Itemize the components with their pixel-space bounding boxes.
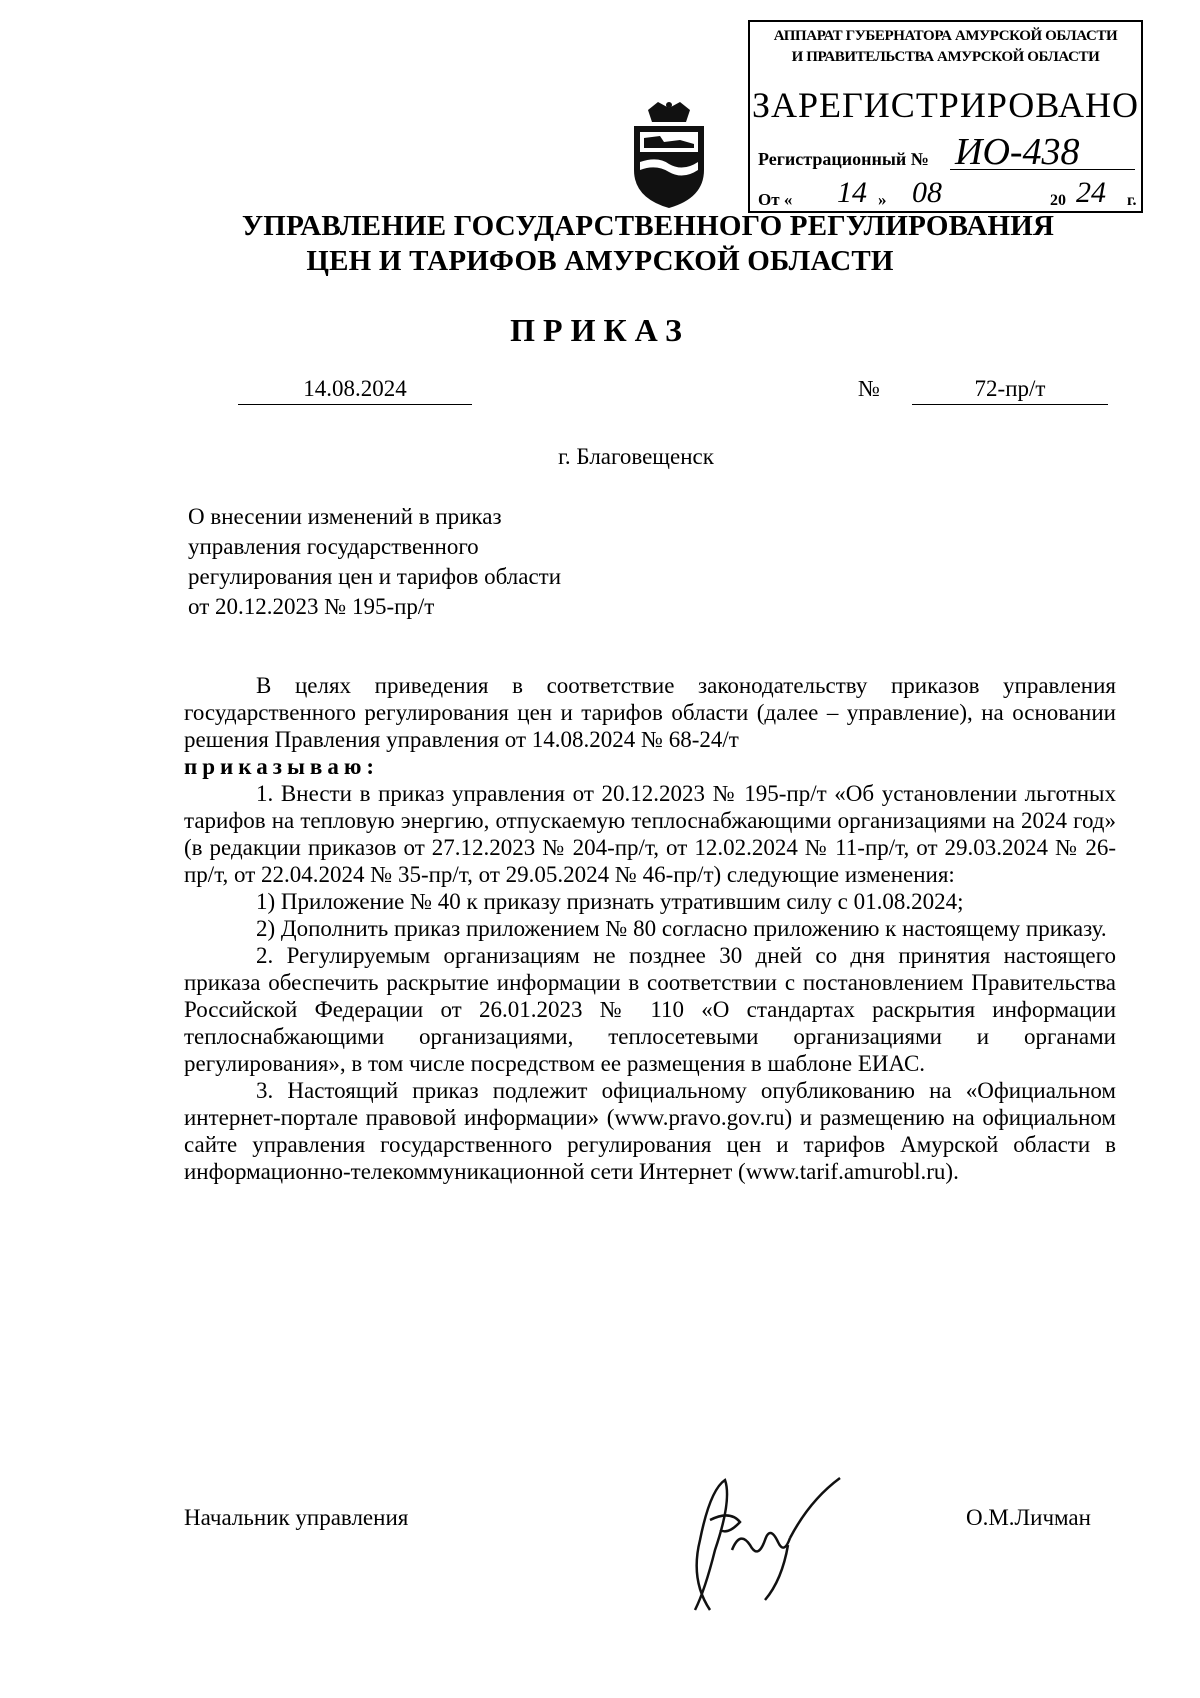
decree-word: приказываю: [184,754,380,779]
stamp-line-1: АППАРАТ ГУБЕРНАТОРА АМУРСКОЙ ОБЛАСТИ [773,28,1118,44]
stamp-year-g: г. [1127,192,1137,209]
stamp-from-day: 14 [837,176,867,209]
item-1-2-paragraph: 2) Дополнить приказ приложением № 80 согласно приложению к настоящему приказу. [256,916,1107,941]
stamp-reg-number-label: Регистрационный № [758,149,929,169]
subject-line: от 20.12.2023 № 195-пр/т [188,594,435,619]
handwritten-signature-icon [670,1460,850,1620]
registration-stamp [748,20,1143,213]
document-title: ПРИКАЗ [510,312,690,348]
order-city: г. Благовещенск [558,444,714,469]
subject-line: управления государственного [188,534,479,559]
order-number-sign: № [858,376,880,401]
stamp-from-month: 08 [912,176,942,209]
subject-line: регулирования цен и тарифов области [188,564,562,589]
stamp-reg-number-line [950,169,1135,170]
stamp-line-2: И ПРАВИТЕЛЬСТВА АМУРСКОЙ ОБЛАСТИ [791,49,1100,65]
coat-of-arms-icon [628,100,710,210]
item-1-1-paragraph: 1) Приложение № 40 к приказу признать утратившим силу с 01.08.2024; [256,889,964,914]
organization-line-2: ЦЕН И ТАРИФОВ АМУРСКОЙ ОБЛАСТИ [306,245,894,277]
stamp-year-suffix: 24 [1076,176,1106,209]
stamp-reg-number-value: ИО-438 [955,131,1080,173]
order-subject [188,502,561,622]
stamp-from-quote: » [878,190,887,209]
order-body [184,672,1116,1185]
item-1-paragraph: 1. Внести в приказ управления от 20.12.2023 № 195-пр/т «Об установлении льготных тарифов на тепловую энергию, отпускаемую теплоснабжающими организациями на 2024 год» (в редакции приказов от 27.12.2023 № 204-пр/т, от 12.02.2024 № 11-пр/т, от 29.03.2024 № 26-пр/т, от 22.04.2024 № 35-пр/т, от 29.05.2024 № 46-пр/т) следующие изменения: [184,781,1116,887]
item-2-paragraph: 2. Регулируемым организациям не позднее 30 дней со дня принятия настоящего приказа обеспечить раскрытие информации в соответствии с постановлением Правительства Российской Федерации от 26.01.2023 № 110 «О стандартах раскрытия информации теплоснабжающими организациями, теплосетевыми организациями и органами регулирования», в том числе посредством ее размещения в шаблоне ЕИАС. [184,943,1116,1076]
order-date: 14.08.2024 [238,376,472,405]
stamp-from-label: От « [758,190,793,209]
item-3-paragraph: 3. Настоящий приказ подлежит официальному опубликованию на «Официальном интернет-портале правовой информации» (www.pravo.gov.ru) и размещению на официальном сайте управления государственного регулирования цен и тарифов Амурской области в информационно-телекоммуникационной сети Интернет (www.tarif.amurobl.ru). [184,1078,1116,1184]
order-number: 72-пр/т [912,376,1108,405]
stamp-registered: ЗАРЕГИСТРИРОВАНО [751,85,1140,125]
stamp-year-prefix: 20 [1050,192,1066,209]
signatory-position: Начальник управления [184,1505,409,1530]
organization-line-1: УПРАВЛЕНИЕ ГОСУДАРСТВЕННОГО РЕГУЛИРОВАНИЯ [241,210,1055,242]
signatory-name: О.М.Личман [966,1505,1091,1530]
preamble-paragraph: В целях приведения в соответствие законодательству приказов управления государственного регулирования цен и тарифов области (далее – управление), на основании решения Правления управления от 14.08.2024 № 68-24/т [184,673,1116,752]
subject-line: О внесении изменений в приказ [188,504,502,529]
